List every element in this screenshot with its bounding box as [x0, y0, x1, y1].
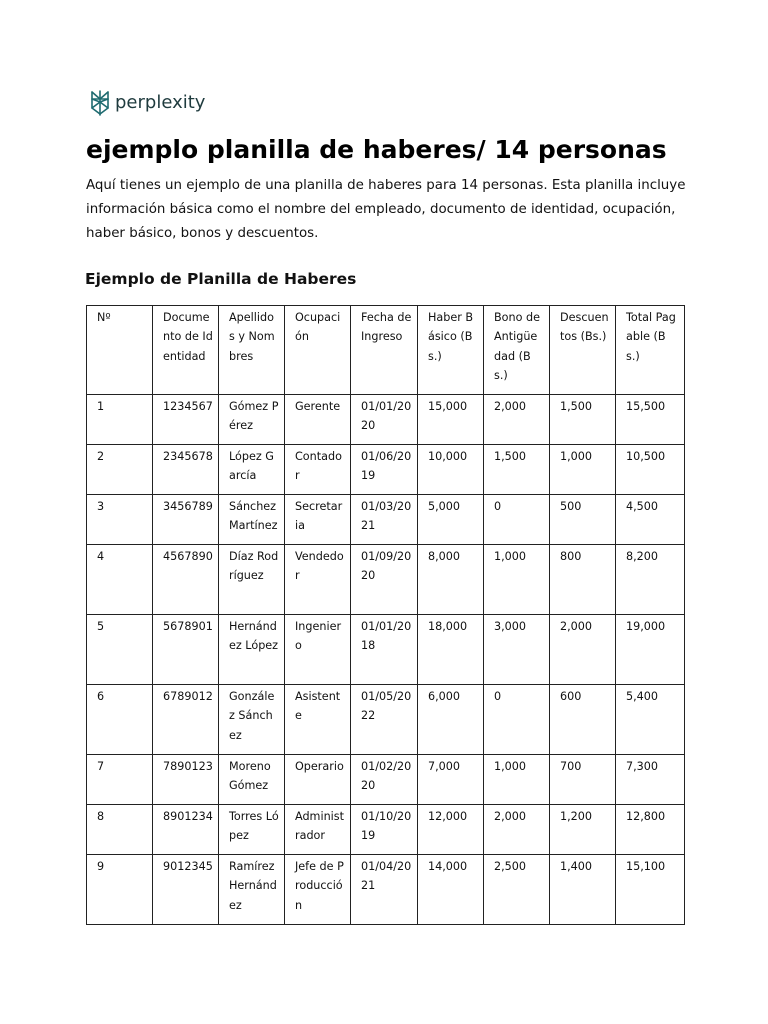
cell-basic-salary: 14,000 [418, 855, 484, 925]
column-header-name: Apellidos y Nombres [219, 306, 285, 395]
cell-number: 1 [87, 395, 153, 445]
cell-seniority-bonus: 3,000 [484, 615, 550, 685]
column-header-deductions: Descuentos (Bs.) [550, 306, 616, 395]
cell-deductions: 600 [550, 685, 616, 755]
cell-name: Torres López [219, 805, 285, 855]
table-row [87, 685, 685, 755]
table-row [87, 855, 685, 925]
cell-document: 2345678 [153, 445, 219, 495]
column-header-basic-salary: Haber Básico (Bs.) [418, 306, 484, 395]
column-header-seniority-bonus: Bono de Antigüedad (Bs.) [484, 306, 550, 395]
cell-document: 6789012 [153, 685, 219, 755]
cell-name: Ramírez Hernández [219, 855, 285, 925]
cell-total-payable: 4,500 [616, 495, 685, 545]
cell-total-payable: 15,100 [616, 855, 685, 925]
cell-seniority-bonus: 2,000 [484, 805, 550, 855]
cell-number: 7 [87, 755, 153, 805]
cell-total-payable: 15,500 [616, 395, 685, 445]
table-row [87, 615, 685, 685]
payroll-table [86, 305, 685, 925]
cell-start-date: 01/06/2019 [351, 445, 418, 495]
cell-document: 1234567 [153, 395, 219, 445]
table-row [87, 805, 685, 855]
cell-number: 2 [87, 445, 153, 495]
brand-logo [89, 89, 205, 117]
cell-occupation: Vendedor [285, 545, 351, 615]
cell-start-date: 01/10/2019 [351, 805, 418, 855]
cell-start-date: 01/03/2021 [351, 495, 418, 545]
cell-seniority-bonus: 2,000 [484, 395, 550, 445]
cell-occupation: Asistente [285, 685, 351, 755]
cell-basic-salary: 5,000 [418, 495, 484, 545]
cell-start-date: 01/02/2020 [351, 755, 418, 805]
page-title: ejemplo planilla de haberes/ 14 personas [86, 135, 667, 164]
cell-occupation: Administrador [285, 805, 351, 855]
cell-deductions: 1,000 [550, 445, 616, 495]
cell-document: 4567890 [153, 545, 219, 615]
table-row [87, 755, 685, 805]
brand-name: perplexity [115, 92, 206, 113]
column-header-total-payable: Total Pagable (Bs.) [616, 306, 685, 395]
cell-number: 8 [87, 805, 153, 855]
cell-name: López García [219, 445, 285, 495]
intro-paragraph: Aquí tienes un ejemplo de una planilla de haberes para 14 personas. Esta planilla incluye información básica como el nombre del empleado, documento de identidad, ocupación, haber básico, bonos y descuentos. [86, 178, 686, 241]
cell-basic-salary: 6,000 [418, 685, 484, 755]
cell-number: 9 [87, 855, 153, 925]
cell-deductions: 2,000 [550, 615, 616, 685]
cell-name: Hernández López [219, 615, 285, 685]
cell-total-payable: 8,200 [616, 545, 685, 615]
cell-total-payable: 19,000 [616, 615, 685, 685]
cell-number: 6 [87, 685, 153, 755]
cell-number: 3 [87, 495, 153, 545]
cell-start-date: 01/01/2018 [351, 615, 418, 685]
cell-total-payable: 12,800 [616, 805, 685, 855]
cell-start-date: 01/05/2022 [351, 685, 418, 755]
cell-start-date: 01/04/2021 [351, 855, 418, 925]
column-header-document: Documento de Identidad [153, 306, 219, 395]
cell-name: Sánchez Martínez [219, 495, 285, 545]
table-header-row [87, 306, 685, 395]
table-row [87, 445, 685, 495]
cell-start-date: 01/01/2020 [351, 395, 418, 445]
cell-name: Díaz Rodríguez [219, 545, 285, 615]
cell-name: González Sánchez [219, 685, 285, 755]
cell-seniority-bonus: 1,000 [484, 755, 550, 805]
cell-seniority-bonus: 2,500 [484, 855, 550, 925]
cell-document: 9012345 [153, 855, 219, 925]
cell-number: 4 [87, 545, 153, 615]
cell-occupation: Jefe de Producción [285, 855, 351, 925]
cell-basic-salary: 18,000 [418, 615, 484, 685]
cell-basic-salary: 15,000 [418, 395, 484, 445]
cell-basic-salary: 10,000 [418, 445, 484, 495]
cell-occupation: Contador [285, 445, 351, 495]
cell-occupation: Operario [285, 755, 351, 805]
cell-basic-salary: 7,000 [418, 755, 484, 805]
table-row [87, 395, 685, 445]
cell-seniority-bonus: 1,500 [484, 445, 550, 495]
cell-total-payable: 10,500 [616, 445, 685, 495]
cell-name: Moreno Gómez [219, 755, 285, 805]
column-header-occupation: Ocupación [285, 306, 351, 395]
cell-occupation: Secretaria [285, 495, 351, 545]
cell-name: Gómez Pérez [219, 395, 285, 445]
section-title: Ejemplo de Planilla de Haberes [85, 270, 357, 288]
cell-seniority-bonus: 0 [484, 685, 550, 755]
perplexity-logo-icon [89, 90, 111, 116]
cell-seniority-bonus: 0 [484, 495, 550, 545]
column-header-start-date: Fecha de Ingreso [351, 306, 418, 395]
cell-deductions: 1,400 [550, 855, 616, 925]
cell-document: 7890123 [153, 755, 219, 805]
table-row [87, 495, 685, 545]
cell-document: 5678901 [153, 615, 219, 685]
cell-start-date: 01/09/2020 [351, 545, 418, 615]
cell-deductions: 800 [550, 545, 616, 615]
cell-deductions: 1,500 [550, 395, 616, 445]
cell-seniority-bonus: 1,000 [484, 545, 550, 615]
cell-deductions: 1,200 [550, 805, 616, 855]
cell-basic-salary: 8,000 [418, 545, 484, 615]
cell-document: 3456789 [153, 495, 219, 545]
cell-occupation: Gerente [285, 395, 351, 445]
cell-document: 8901234 [153, 805, 219, 855]
column-header-number: Nº [87, 306, 153, 395]
cell-number: 5 [87, 615, 153, 685]
cell-deductions: 700 [550, 755, 616, 805]
cell-total-payable: 7,300 [616, 755, 685, 805]
cell-basic-salary: 12,000 [418, 805, 484, 855]
cell-total-payable: 5,400 [616, 685, 685, 755]
cell-occupation: Ingeniero [285, 615, 351, 685]
cell-deductions: 500 [550, 495, 616, 545]
table-row [87, 545, 685, 615]
